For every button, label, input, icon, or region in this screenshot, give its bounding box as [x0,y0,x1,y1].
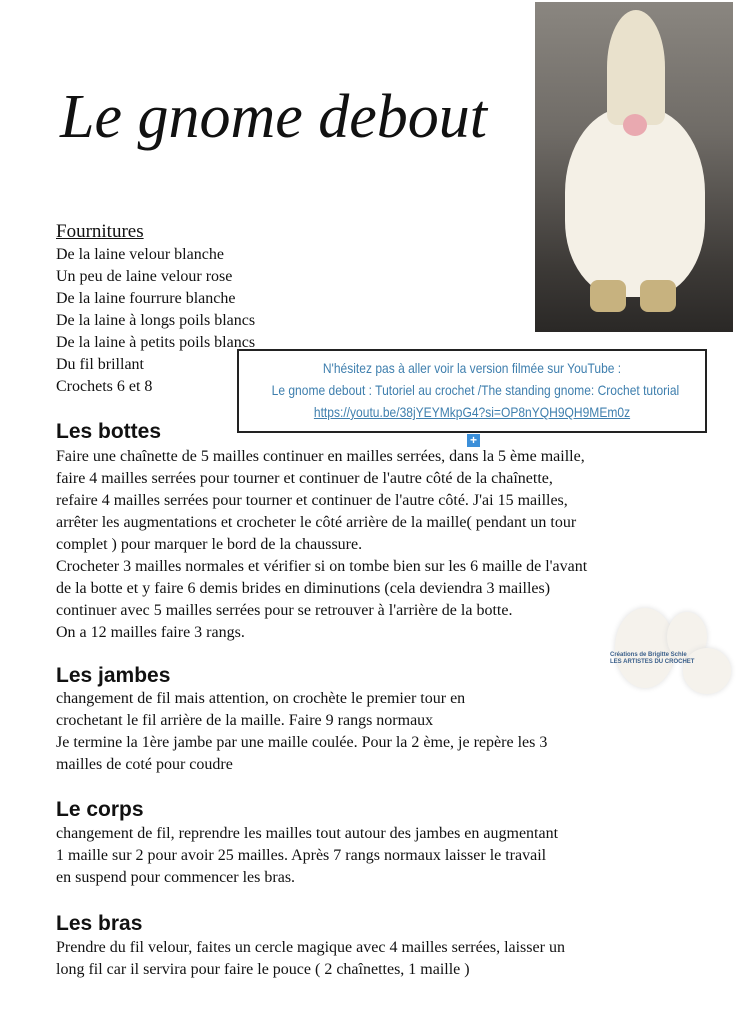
video-intro: N'hésitez pas à aller voir la version filmée sur YouTube : [322,360,622,376]
text-line: continuer avec 5 mailles serrées pour se retrouver à l'arrière de la botte. [56,602,513,619]
section-text [56,823,558,889]
section-heading: Les jambes [56,664,171,687]
text-line: On a 12 mailles faire 3 rangs. [56,624,245,641]
text-line: de la botte et y faire 6 demis brides en diminutions (cela deviendra 3 mailles) [56,580,551,597]
section-text [56,446,587,644]
gnome-nose [623,114,647,136]
text-line: Crocheter 3 mailles normales et vérifier si on tombe bien sur les 6 maille de l'avant [56,558,588,575]
supply-item: Un peu de laine velour rose [56,268,233,285]
text-line: refaire 4 mailles serrées pour tourner et continuer de l'autre côté. J'ai 15 mailles, [56,492,568,509]
gnome-hat [607,10,665,125]
text-line: mailles de coté pour coudre [56,756,233,773]
add-icon[interactable]: + [467,434,480,447]
text-line: en suspend pour commencer les bras. [56,869,296,886]
text-line: arrêter les augmentations et crocheter le côté arrière de la maille( pendant un tour [56,514,577,531]
watermark-dogs-image [605,600,735,698]
text-line: 1 maille sur 2 pour avoir 25 mailles. Après 7 rangs normaux laisser le travail [56,847,547,864]
video-title: Le gnome debout : Tutoriel au crochet /The standing gnome: Crochet tutorial [271,382,680,398]
text-line: faire 4 mailles serrées pour tourner et continuer de l'autre côté de la chaînette, [56,470,553,487]
watermark-line: Créations de Brigitte Schle [610,652,687,658]
supply-item: De la laine velour blanche [56,246,224,263]
supplies-list [56,220,255,398]
text-line: changement de fil, reprendre les mailles tout autour des jambes en augmentant [56,825,559,842]
dog-shape [615,608,675,688]
section-heading: Le corps [56,798,144,821]
gnome-boot [590,280,626,312]
text-line: Prendre du fil velour, faites un cercle magique avec 4 mailles serrées, laisser un [56,939,565,956]
supply-item: De la laine fourrure blanche [56,290,236,307]
watermark-text [610,652,694,666]
section-text [56,688,547,776]
text-line: crochetant le fil arrière de la maille. Faire 9 rangs normaux [56,712,434,729]
text-line: changement de fil mais attention, on crochète le premier tour en [56,690,466,707]
section-heading: Les bras [56,912,143,935]
youtube-link[interactable]: https://youtu.be/38jYEYMkpG4?si=OP8nYQH9QH9MEm0z [313,404,631,420]
text-line: Faire une chaînette de 5 mailles continuer en mailles serrées, dans la 5 ème maille, [56,448,585,465]
text-line: complet ) pour marquer le bord de la chaussure. [56,536,363,553]
supplies-heading: Fournitures [56,221,144,242]
gnome-photo [535,2,733,332]
section-heading: Les bottes [56,420,162,443]
video-info-box [237,349,707,433]
gnome-boot [640,280,676,312]
text-line: Je termine la 1ère jambe par une maille coulée. Pour la 2 ème, je repère les 3 [56,734,548,751]
page-title: Le gnome debout [60,83,488,151]
section-text [56,937,565,981]
supply-item: De la laine à petits poils blancs [56,334,256,351]
supply-item: Du fil brillant [56,356,144,373]
supply-item: Crochets 6 et 8 [56,378,153,395]
watermark-line: LES ARTISTES DU CROCHET [610,659,695,665]
supply-item: De la laine à longs poils blancs [56,312,256,329]
text-line: long fil car il servira pour faire le pouce ( 2 chaînettes, 1 maille ) [56,961,470,978]
